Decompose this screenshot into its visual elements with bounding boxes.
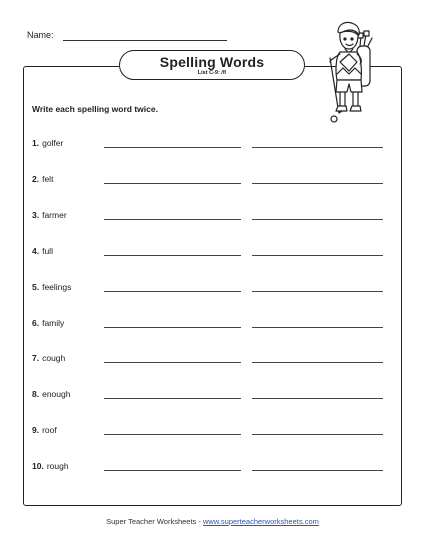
instructions-text: Write each spelling word twice. — [32, 104, 158, 114]
spelling-word: feelings — [42, 282, 72, 292]
word-row-1 — [32, 138, 63, 154]
worksheet-title: Spelling Words — [159, 54, 265, 70]
golfer-boy-icon — [312, 18, 384, 126]
answer-line-2a[interactable] — [104, 183, 241, 184]
word-number: 10. — [32, 461, 44, 471]
answer-line-10a[interactable] — [104, 470, 241, 471]
word-row-4 — [32, 246, 53, 262]
word-row-9 — [32, 425, 57, 441]
answer-line-1a[interactable] — [104, 147, 241, 148]
worksheet-frame — [23, 66, 402, 506]
word-row-10 — [32, 461, 69, 477]
answer-line-9a[interactable] — [104, 434, 241, 435]
word-row-8 — [32, 389, 70, 405]
footer — [0, 517, 425, 526]
answer-line-10b[interactable] — [252, 470, 383, 471]
spelling-word: cough — [42, 353, 66, 363]
list-subtitle: List C-9: /f/ — [197, 70, 227, 76]
answer-line-7a[interactable] — [104, 362, 241, 363]
spelling-word: family — [42, 318, 65, 328]
answer-line-1b[interactable] — [252, 147, 383, 148]
spelling-word: golfer — [42, 138, 64, 148]
word-number: 9. — [32, 425, 40, 435]
name-label: Name: — [27, 30, 54, 40]
answer-line-8a[interactable] — [104, 398, 241, 399]
answer-line-7b[interactable] — [252, 362, 383, 363]
answer-line-8b[interactable] — [252, 398, 383, 399]
spelling-word: felt — [42, 174, 54, 184]
word-number: 5. — [32, 282, 40, 292]
spelling-word: full — [42, 246, 53, 256]
word-number: 3. — [32, 210, 40, 220]
answer-line-3a[interactable] — [104, 219, 241, 220]
answer-line-2b[interactable] — [252, 183, 383, 184]
title-banner — [119, 50, 305, 80]
answer-line-3b[interactable] — [252, 219, 383, 220]
word-row-6 — [32, 318, 64, 334]
spelling-word: roof — [42, 425, 57, 435]
word-row-2 — [32, 174, 53, 190]
answer-line-6a[interactable] — [104, 327, 241, 328]
word-number: 8. — [32, 389, 40, 399]
word-number: 6. — [32, 318, 40, 328]
footer-text: Super Teacher Worksheets - — [106, 517, 203, 526]
answer-line-6b[interactable] — [252, 327, 383, 328]
answer-line-5b[interactable] — [252, 291, 383, 292]
word-number: 1. — [32, 138, 40, 148]
word-number: 7. — [32, 353, 40, 363]
word-row-7 — [32, 353, 65, 369]
spelling-word: rough — [46, 461, 69, 471]
word-number: 4. — [32, 246, 40, 256]
answer-line-4a[interactable] — [104, 255, 241, 256]
word-row-3 — [32, 210, 67, 226]
spelling-word: farmer — [42, 210, 67, 220]
word-row-5 — [32, 282, 71, 298]
name-field[interactable] — [63, 40, 227, 41]
word-number: 2. — [32, 174, 40, 184]
answer-line-5a[interactable] — [104, 291, 241, 292]
spelling-word: enough — [42, 389, 71, 399]
footer-link[interactable]: www.superteacherworksheets.com — [202, 517, 319, 526]
answer-line-4b[interactable] — [252, 255, 383, 256]
answer-line-9b[interactable] — [252, 434, 383, 435]
